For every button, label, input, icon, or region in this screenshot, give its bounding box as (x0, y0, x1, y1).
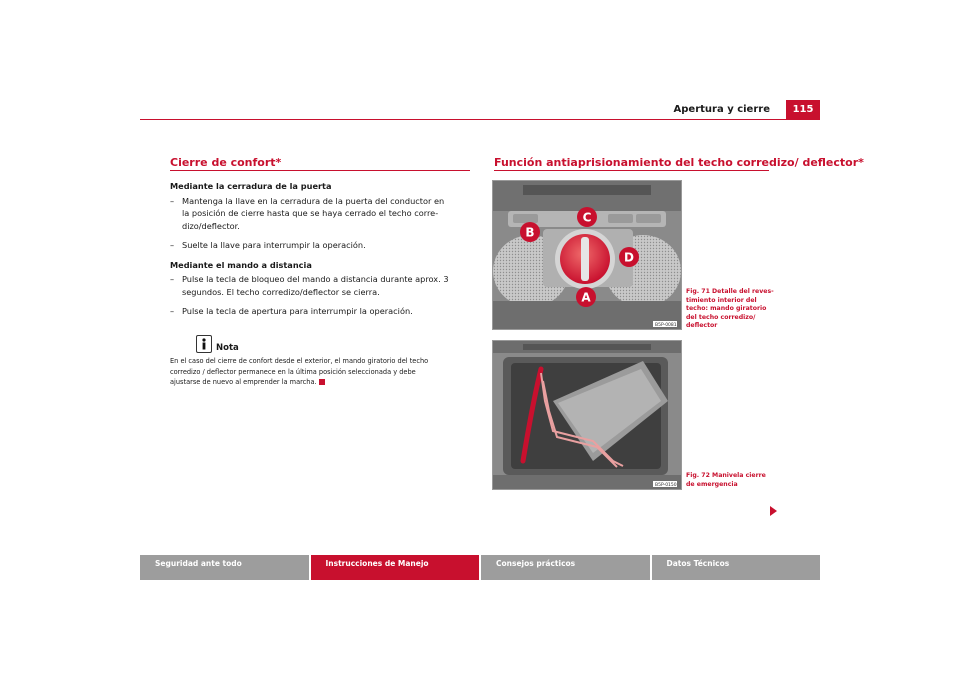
info-icon (196, 335, 212, 353)
text-line: En el caso del cierre de confort desde el exterior, el mando giratorio del techo (170, 357, 429, 365)
text-line: la posición de cierre hasta que se haya cerrado el techo corre- (182, 208, 439, 218)
text-line: ajustarse de nuevo al emprender la marcha. (170, 378, 317, 386)
end-of-section-mark (319, 379, 325, 385)
list-item (170, 305, 470, 318)
caption-line: Fig. 71 Detalle del reves- (686, 288, 774, 295)
figure-72-illustration (493, 341, 681, 489)
list-item (170, 195, 470, 233)
text-line: Pulse la tecla de apertura para interrumpir la operación. (182, 306, 413, 316)
page-number: 115 (786, 100, 820, 119)
note-header (196, 335, 239, 353)
text-line: Mantenga la llave en la cerradura de la puerta del conductor en (182, 195, 445, 206)
text-line-last (170, 377, 475, 388)
section-title-comfort-close: Cierre de confort* (170, 156, 282, 169)
figure-71-caption (686, 288, 776, 331)
footer-tab-datos[interactable]: Datos Técnicos (652, 555, 821, 580)
callout-c-label: C (582, 210, 592, 225)
note-label: Nota (216, 343, 239, 353)
section-title-anti-trap: Función antiaprisionamiento del techo corredizo/ deflector* (494, 156, 864, 169)
figure-71-code: B5P-0081 (655, 323, 677, 328)
figure-71-rotary-knob (492, 180, 682, 330)
next-page-arrow-icon[interactable] (770, 506, 777, 516)
text-line: corredizo / deflector permanece en la última posición seleccionada y debe (170, 367, 416, 376)
callout-a-label: A (581, 290, 591, 305)
list-item (170, 239, 470, 252)
caption-line: del techo corredizo/ (686, 313, 756, 321)
footer-tab-instrucciones[interactable]: Instrucciones de Manejo (311, 555, 480, 580)
callout-d-label: D (624, 250, 634, 265)
caption-line: timiento interior del (686, 296, 757, 304)
dash: – (170, 240, 175, 250)
figure-72-code: B5P-0150 (655, 483, 677, 488)
text-line: Suelte la llave para interrumpir la operación. (182, 240, 366, 250)
subheading-remote: Mediante el mando a distancia (170, 259, 312, 270)
caption-line: techo: mando giratorio (686, 305, 767, 313)
figure-72-caption (686, 472, 776, 489)
text-line: dizo/deflector. (182, 220, 240, 231)
left-body (170, 180, 470, 318)
text-line: Pulse la tecla de bloqueo del mando a distancia durante aprox. 3 (182, 274, 449, 284)
caption-line: de emergencia (686, 480, 738, 488)
callout-b-label: B (525, 225, 535, 240)
header-rule (140, 119, 820, 120)
note-text (170, 356, 475, 388)
caption-line: deflector (686, 322, 718, 330)
figure-71-callouts (493, 181, 681, 329)
footer-nav (140, 555, 820, 580)
text-line: segundos. El techo corredizo/deflector se cierra. (182, 286, 380, 297)
dash: – (170, 274, 175, 284)
list-item (170, 273, 470, 298)
footer-tab-consejos[interactable]: Consejos prácticos (481, 555, 650, 580)
figure-72-emergency-crank (492, 340, 682, 490)
section-rule (170, 170, 470, 171)
section-rule (494, 170, 769, 171)
info-glyph (200, 338, 208, 350)
footer-tab-seguridad[interactable]: Seguridad ante todo (140, 555, 309, 580)
caption-line: Fig. 72 Manivela cierre (686, 472, 766, 479)
dash: – (170, 306, 175, 316)
chapter-title: Apertura y cierre (673, 104, 770, 115)
dash: – (170, 195, 175, 206)
subheading-door-lock: Mediante la cerradura de la puerta (170, 181, 332, 191)
